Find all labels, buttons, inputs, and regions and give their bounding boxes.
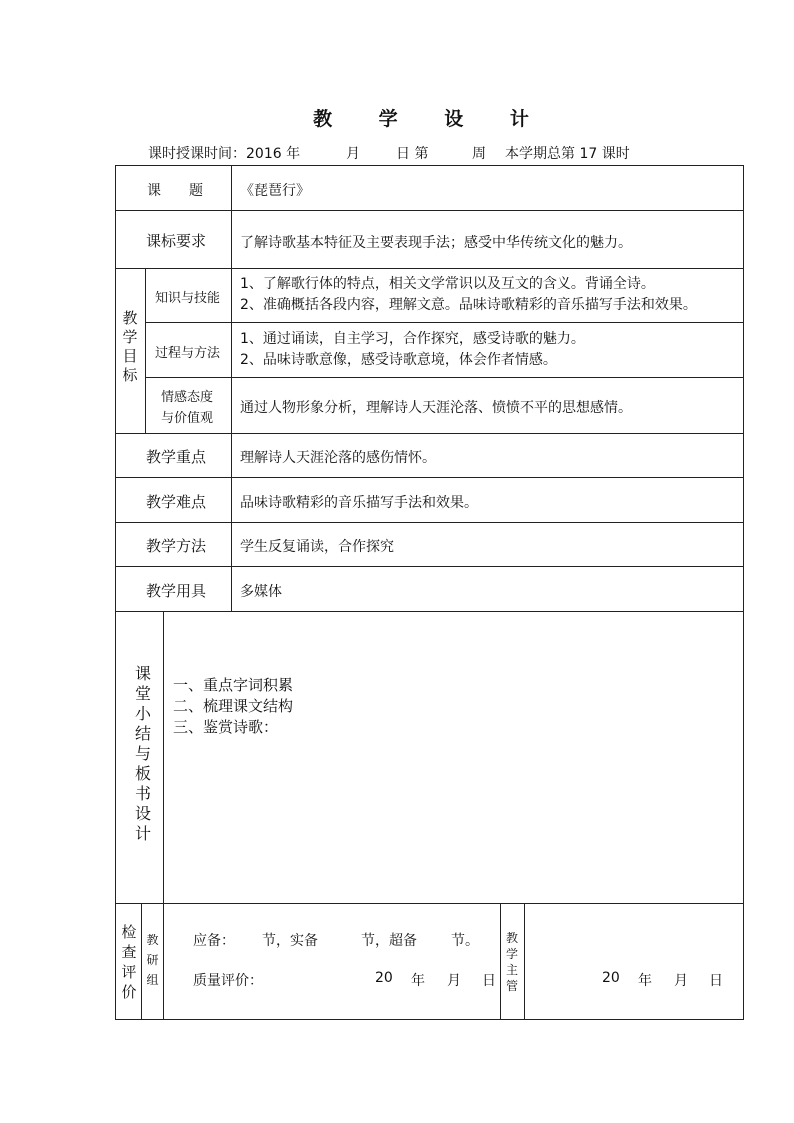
knowledge-line: 1、了解歌行体的特点，相关文学常识以及互文的含义。背诵全诗。 (240, 276, 655, 292)
rule (145, 377, 744, 378)
objectives-char: 目 (122, 347, 138, 365)
quality-year-unit: 年 (411, 973, 425, 989)
summary-char: 板 (134, 764, 151, 783)
process-content (240, 329, 585, 371)
rule (115, 903, 744, 904)
rule (145, 268, 146, 434)
meta-day: 日 第 (396, 146, 429, 162)
director-year: 20 (602, 970, 620, 986)
topic-value: 《琵琶行》 (240, 183, 310, 199)
plan-exceed: 节，超备 (361, 933, 417, 949)
emotion-label-line2: 与价值观 (161, 411, 214, 426)
rule (115, 433, 744, 434)
tools-value: 多媒体 (240, 584, 282, 600)
rule (115, 165, 116, 1020)
summary-char: 堂 (134, 684, 151, 703)
objectives-char: 学 (122, 328, 138, 346)
tools-label: 教学用具 (146, 582, 207, 600)
quality-day-unit: 日 (482, 973, 496, 989)
rule (115, 611, 744, 612)
focus-label: 教学重点 (146, 448, 207, 466)
check-char: 检 (121, 923, 137, 941)
method-value: 学生反复诵读，合作探究 (240, 539, 394, 555)
rule (115, 268, 744, 269)
summary-char: 设 (134, 804, 151, 823)
rule (115, 1019, 744, 1020)
director-month-unit: 月 (674, 973, 688, 989)
knowledge-label: 知识与技能 (155, 291, 221, 306)
rule (500, 903, 501, 1019)
summary-line: 三、鉴赏诗歌： (173, 718, 279, 736)
rule (163, 611, 164, 1019)
check-char: 评 (121, 963, 137, 981)
focus-value: 理解诗人天涯沦落的感伤情怀。 (240, 450, 436, 466)
knowledge-content (240, 274, 697, 316)
summary-char: 小 (134, 704, 151, 723)
summary-line: 一、重点字词积累 (173, 676, 294, 694)
summary-char: 结 (134, 724, 151, 743)
difficulty-label: 教学难点 (146, 493, 207, 511)
plan-end: 节。 (451, 933, 479, 949)
plan-actual: 节，实备 (262, 933, 318, 949)
process-line: 1、通过诵读，自主学习，合作探究，感受诗歌的魅力。 (240, 331, 585, 347)
rule (115, 566, 744, 567)
check-char: 查 (121, 943, 137, 961)
objectives-label (119, 309, 141, 385)
summary-char: 书 (134, 784, 151, 803)
meta-total: 本学期总第 17 课时 (505, 146, 630, 162)
director-year-unit: 年 (638, 973, 652, 989)
emotion-value: 通过人物形象分析，理解诗人天涯沦落、愤愤不平的思想感情。 (240, 400, 632, 416)
rule (115, 477, 744, 478)
quality-label: 质量评价： (193, 973, 263, 989)
summary-char: 与 (134, 744, 151, 763)
standard-label: 课标要求 (146, 232, 207, 250)
objectives-char: 教 (122, 309, 138, 327)
summary-char: 计 (134, 824, 151, 843)
director-char: 主 (505, 963, 518, 977)
summary-label (130, 664, 156, 844)
group-char: 教 (146, 933, 159, 947)
standard-value: 了解诗歌基本特征及主要表现手法；感受中华传统文化的魅力。 (240, 235, 632, 251)
meta-week: 周 (472, 146, 486, 162)
summary-line: 二、梳理课文结构 (173, 697, 294, 715)
director-day-unit: 日 (709, 973, 723, 989)
page-title: 教 学 设 计 (313, 108, 549, 130)
meta-month: 月 (346, 146, 360, 162)
emotion-label-line1: 情感态度 (161, 390, 214, 405)
director-label (502, 930, 522, 994)
process-line: 2、品味诗歌意像，感受诗歌意境，体会作者情感。 (240, 352, 557, 368)
rule (524, 903, 525, 1019)
rule (141, 903, 142, 1019)
check-char: 价 (121, 983, 137, 1001)
director-char: 学 (505, 947, 518, 961)
check-label (119, 922, 139, 1002)
rule (231, 165, 232, 612)
rule (145, 322, 744, 323)
rule (115, 522, 744, 523)
group-char: 研 (146, 953, 159, 967)
objectives-char: 标 (122, 366, 138, 384)
knowledge-line: 2、准确概括各段内容，理解文意。品味诗歌精彩的音乐描写手法和效果。 (240, 297, 697, 313)
rule (115, 210, 744, 211)
summary-content (173, 675, 293, 738)
research-group-label (143, 930, 162, 990)
quality-month-unit: 月 (447, 973, 461, 989)
summary-char: 课 (134, 664, 151, 683)
difficulty-value: 品味诗歌精彩的音乐描写手法和效果。 (240, 495, 478, 511)
group-char: 组 (146, 973, 159, 987)
rule (115, 165, 744, 166)
quality-year: 20 (375, 970, 393, 986)
process-label: 过程与方法 (155, 346, 221, 361)
director-char: 教 (505, 931, 518, 945)
rule (743, 165, 744, 1020)
director-char: 管 (505, 979, 518, 993)
plan-prefix: 应备： (193, 933, 235, 949)
topic-label: 课 题 (147, 183, 203, 199)
method-label: 教学方法 (146, 537, 207, 555)
meta-prefix: 课时授课时间：2016 年 (148, 146, 301, 162)
